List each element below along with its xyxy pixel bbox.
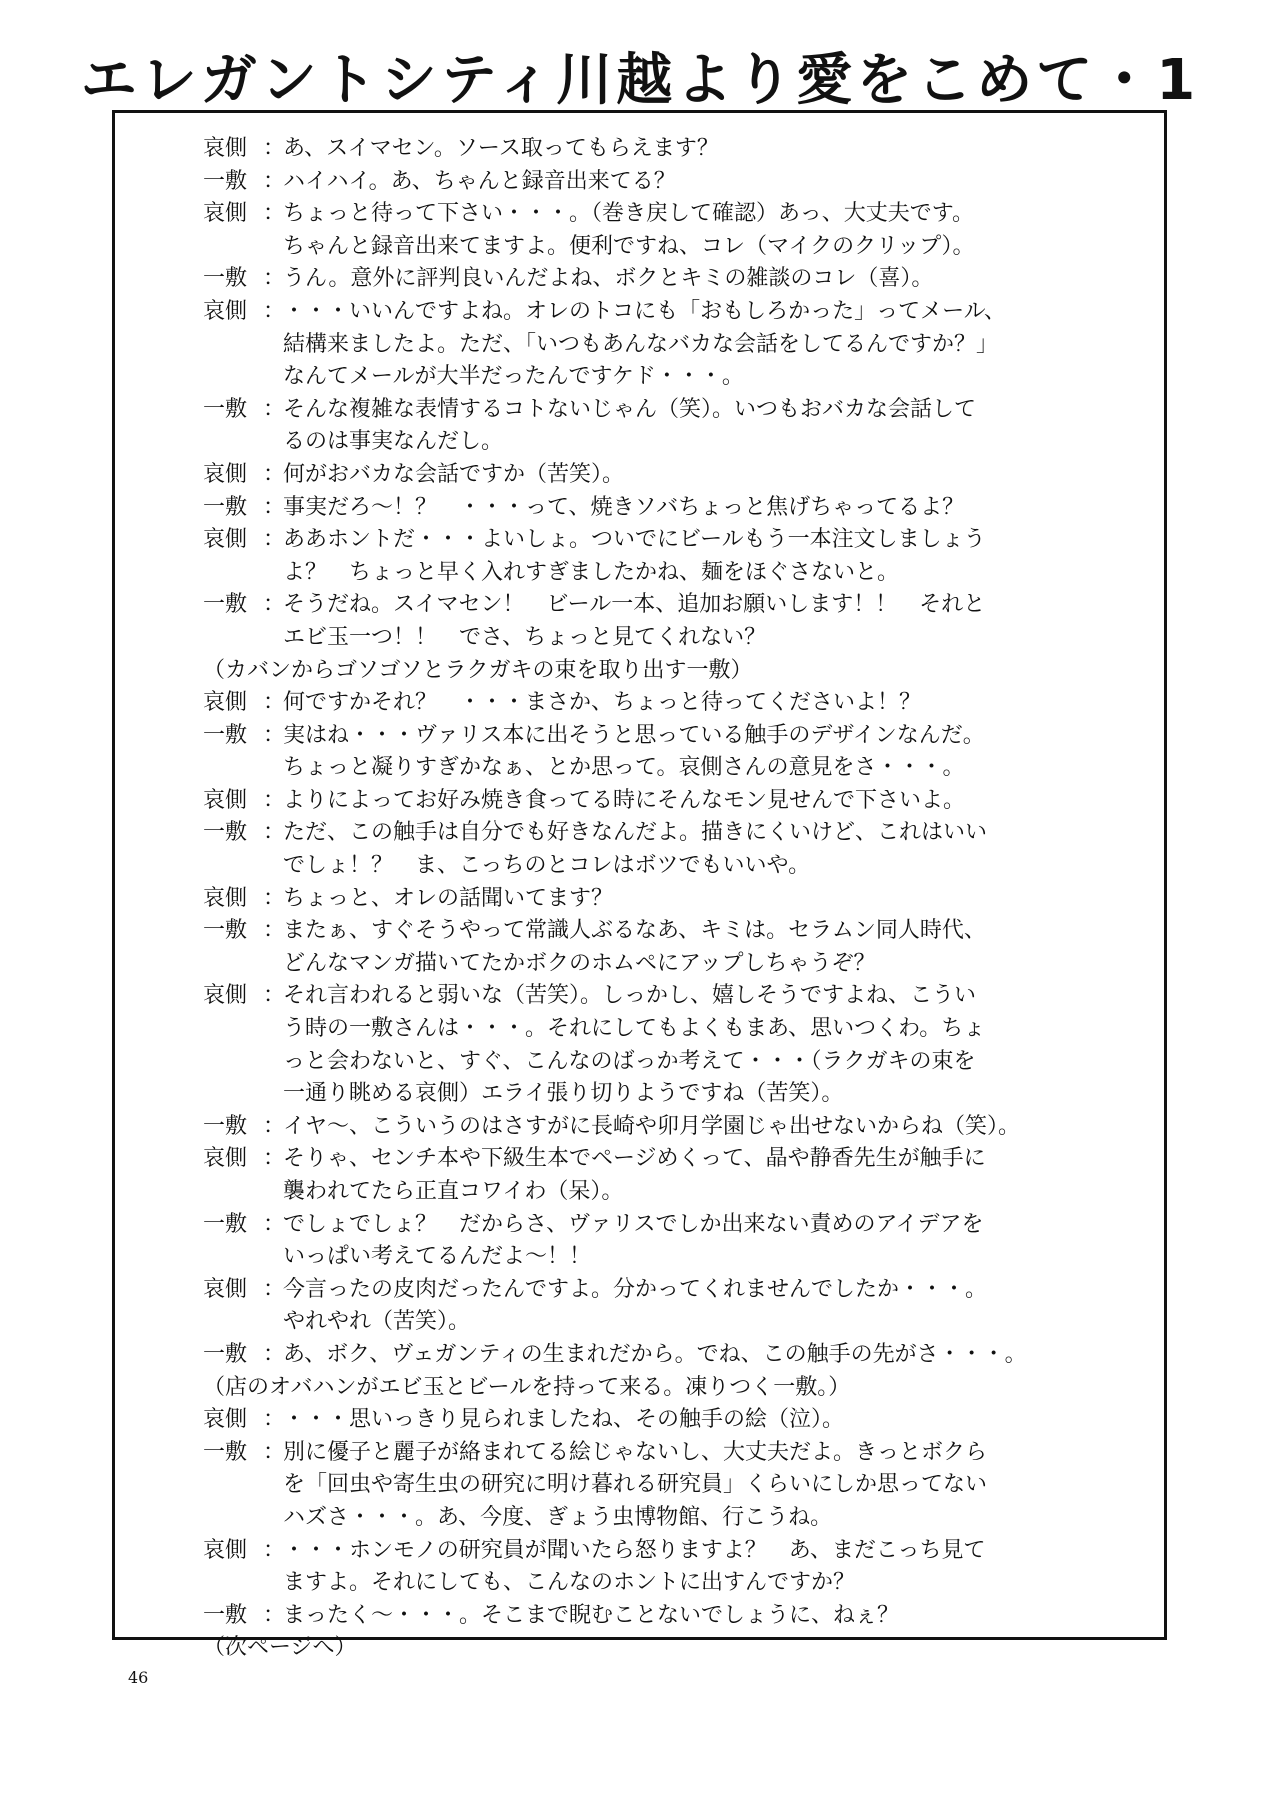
dialogue-line: [203, 1274, 1103, 1339]
speaker-separator: ：: [263, 1211, 286, 1237]
dialogue-text-line: そうだね。スイマセン！ ビール一本、追加お願いします！！ それと: [283, 592, 986, 618]
speaker-separator: ：: [263, 592, 286, 618]
dialogue-text-line: 事実だろ～！？ ・・・って、焼きソバちょっと焦げちゃってるよ？: [283, 494, 965, 520]
dialogue-text: [283, 589, 985, 654]
dialogue-text: [283, 720, 985, 785]
dialogue-text: [283, 296, 1006, 394]
dialogue-line: [203, 1404, 1103, 1437]
dialogue-line: [203, 883, 1103, 916]
speaker-name: 哀側: [203, 527, 248, 553]
speaker-separator: ：: [263, 1341, 286, 1367]
stage-direction: [203, 1632, 1103, 1665]
speaker-name: 一敷: [203, 266, 248, 292]
speaker-name: 一敷: [203, 1439, 248, 1465]
speaker-separator: ：: [263, 787, 286, 813]
speaker-name: 一敷: [203, 722, 248, 748]
dialogue-text-line: 一通り眺める哀側）エライ張り切りようですね（苦笑）。: [283, 1081, 844, 1107]
speaker-name: 哀側: [203, 885, 248, 911]
dialogue-line: [203, 980, 1103, 1110]
dialogue-list: [203, 133, 1103, 1665]
speaker-separator: ：: [263, 136, 286, 161]
dialogue-text: [283, 883, 613, 916]
speaker-name: 哀側: [203, 136, 248, 161]
speaker-name: 一敷: [203, 918, 248, 944]
dialogue-line: [203, 1209, 1103, 1274]
speaker-name: 一敷: [203, 1113, 248, 1139]
dialogue-text-line: まったく～・・・。そこまで睨むことないでしょうに、ねぇ？: [283, 1602, 900, 1628]
speaker-separator: ：: [263, 168, 286, 194]
dialogue-text-line: ・・・いいんですよね。オレのトコにも「おもしろかった」ってメール、: [283, 298, 1006, 324]
dialogue-text: [283, 915, 986, 980]
speaker-separator: ：: [263, 1146, 286, 1172]
stage-direction-text: （カバンからゴソゴソとラクガキの束を取り出す一敷）: [203, 657, 753, 683]
speaker-name: 一敷: [203, 396, 248, 422]
speaker-separator: ：: [263, 1602, 286, 1628]
dialogue-text-line: ますよ。それにしても、こんなのホントに出すんですか？: [283, 1570, 856, 1596]
dialogue-text: [283, 1111, 1020, 1144]
dialogue-line: [203, 1535, 1103, 1600]
dialogue-text: [283, 198, 974, 263]
speaker-separator: ：: [263, 527, 286, 553]
speaker-separator: ：: [263, 201, 286, 227]
speaker-name: 一敷: [203, 168, 248, 194]
dialogue-line: [203, 198, 1103, 263]
dialogue-text-line: ただ、この触手は自分でも好きなんだよ。描きにくいけど、これはいい: [283, 820, 988, 846]
speaker-name: 哀側: [203, 787, 248, 813]
dialogue-line: [203, 394, 1103, 459]
dialogue-text: [283, 1437, 987, 1535]
dialogue-text-line: どんなマンガ描いてたかボクのホムペにアップしちゃうぞ？: [283, 950, 876, 976]
speaker-name: 哀側: [203, 1146, 248, 1172]
dialogue-text-line: イヤ～、こういうのはさすがに長崎や卯月学園じゃ出せないからね（笑）。: [283, 1113, 1021, 1139]
speaker-separator: ：: [263, 1276, 286, 1302]
dialogue-text: [283, 166, 676, 199]
dialogue-text: [283, 394, 976, 459]
speaker-name: 一敷: [203, 1211, 248, 1237]
speaker-name: 哀側: [203, 983, 248, 1009]
dialogue-text: [283, 687, 921, 720]
dialogue-text: [283, 133, 719, 166]
dialogue-line: [203, 687, 1103, 720]
speaker-name: 一敷: [203, 592, 248, 618]
dialogue-text: [283, 1209, 983, 1274]
dialogue-text-line: でしょ！？ ま、こっちのとコレはボツでもいいや。: [283, 853, 811, 879]
page-number: 46: [128, 1668, 149, 1687]
dialogue-text-line: そりゃ、センチ本や下級生本でページめくって、晶や静香先生が触手に: [283, 1146, 986, 1172]
dialogue-text-line: よ？ ちょっと早く入れすぎましたかね、麺をほぐさないと。: [283, 559, 900, 585]
dialogue-text-line: ハイハイ。あ、ちゃんと録音出来てる？: [283, 168, 676, 194]
dialogue-text: [283, 817, 987, 882]
speaker-separator: ：: [263, 820, 286, 846]
dialogue-text-line: ちょっと、オレの話聞いてます？: [283, 885, 614, 911]
dialogue-text: [283, 1535, 985, 1600]
speaker-separator: ：: [263, 918, 286, 944]
speaker-separator: ：: [263, 983, 286, 1009]
dialogue-text-line: いっぱい考えてるんだよ～！！: [283, 1244, 592, 1270]
dialogue-text-line: それ言われると弱いな（苦笑）。しっかし、嬉しそうですよね、こうい: [283, 983, 977, 1009]
speaker-separator: ：: [263, 298, 286, 324]
dialogue-text-line: またぁ、すぐそうやって常識人ぶるなあ、キミは。セラムン同人時代、: [283, 918, 986, 944]
dialogue-text-line: ・・・思いっきり見られましたね、その触手の絵（泣）。: [283, 1407, 845, 1433]
speaker-name: 哀側: [203, 1276, 248, 1302]
dialogue-text: [283, 459, 624, 492]
dialogue-line: [203, 263, 1103, 296]
speaker-separator: ：: [263, 1113, 286, 1139]
dialogue-text-line: 襲われてたら正直コワイわ（呆）。: [283, 1179, 624, 1204]
dialogue-text: [283, 1404, 844, 1437]
dialogue-text-line: ちょっと凝りすぎかなぁ、とか思って。哀側さんの意見をさ・・・。: [283, 755, 965, 781]
dialogue-line: [203, 785, 1103, 818]
dialogue-text: [283, 524, 986, 589]
speaker-name: 一敷: [203, 1341, 248, 1367]
dialogue-text: [283, 785, 965, 818]
dialogue-line: [203, 166, 1103, 199]
dialogue-text: [283, 1274, 987, 1339]
speaker-name: 哀側: [203, 201, 248, 227]
speaker-separator: ：: [263, 690, 286, 716]
speaker-separator: ：: [263, 1407, 286, 1433]
stage-direction: [203, 1372, 1103, 1405]
speaker-name: 哀側: [203, 461, 248, 487]
dialogue-text-line: ちょっと待って下さい・・・。（巻き戻して確認）あっ、大丈夫です。: [283, 201, 975, 227]
dialogue-text-line: そんな複雑な表情するコトないじゃん（笑）。いつもおバカな会話して: [283, 396, 977, 422]
dialogue-text-line: 結構来ましたよ。ただ、「いつもあんなバカな会話をしてるんですか？」: [283, 331, 999, 357]
dialogue-text-line: よりによってお好み焼き食ってる時にそんなモン見せんで下さいよ。: [283, 787, 966, 813]
dialogue-line: [203, 296, 1103, 394]
dialogue-text-line: なんてメールが大半だったんですケド・・・。: [283, 364, 744, 390]
dialogue-text-line: っと会わないと、すぐ、こんなのばっか考えて・・・（ラクガキの束を: [283, 1048, 976, 1074]
speaker-separator: ：: [263, 494, 286, 520]
speaker-separator: ：: [263, 1439, 286, 1465]
dialogue-text-line: うん。意外に評判良いんだよね、ボクとキミの雑談のコレ（喜）。: [283, 266, 934, 292]
dialogue-text-line: 実はね・・・ヴァリス本に出そうと思っている触手のデザインなんだ。: [283, 722, 985, 748]
stage-direction-text: （店のオバハンがエビ玉とビールを持って来る。凍りつく一敷。）: [203, 1374, 851, 1400]
dialogue-text-line: 別に優子と麗子が絡まれてる絵じゃないし、大丈夫だよ。きっとボクら: [283, 1439, 988, 1465]
dialogue-line: [203, 524, 1103, 589]
text-frame: [112, 110, 1167, 1661]
dialogue-line: [203, 720, 1103, 785]
dialogue-text: [283, 263, 933, 296]
speaker-name: 一敷: [203, 1602, 248, 1628]
speaker-separator: ：: [263, 885, 286, 911]
dialogue-line: [203, 1600, 1103, 1633]
speaker-name: 哀側: [203, 1407, 248, 1433]
speaker-name: 一敷: [203, 820, 248, 846]
speaker-separator: ：: [263, 266, 286, 292]
stage-direction-text: （次ページへ）: [203, 1635, 357, 1661]
speaker-separator: ：: [263, 396, 286, 422]
dialogue-text-line: エビ玉一つ！！ でさ、ちょっと見てくれない？: [283, 624, 767, 650]
dialogue-text-line: 何がおバカな会話ですか（苦笑）。: [283, 461, 625, 487]
speaker-separator: ：: [263, 461, 286, 487]
dialogue-text: [283, 1600, 899, 1633]
dialogue-line: [203, 492, 1103, 525]
speaker-separator: ：: [263, 722, 286, 748]
dialogue-text-line: あ、スイマセン。ソース取ってもらえます？: [283, 136, 719, 161]
dialogue-text-line: ちゃんと録音出来てますよ。便利ですね、コレ（マイクのクリップ）。: [283, 233, 975, 259]
speaker-name: 哀側: [203, 298, 248, 324]
dialogue-line: [203, 915, 1103, 980]
dialogue-text: [283, 980, 985, 1110]
dialogue-line: [203, 1339, 1103, 1372]
dialogue-text-line: でしょでしょ？ だからさ、ヴァリスでしか出来ない責めのアイデアを: [283, 1211, 984, 1237]
dialogue-text-line: ハズさ・・・。あ、今度、ぎょう虫博物館、行こうね。: [283, 1504, 833, 1530]
dialogue-text-line: ああホントだ・・・よいしょ。ついでにビールもう一本注文しましょう: [283, 527, 986, 553]
dialogue-text-line: う時の一敷さんは・・・。それにしてもよくもまあ、思いつくわ。ちょ: [283, 1016, 986, 1042]
dialogue-line: [203, 459, 1103, 492]
dialogue-text-line: 今言ったの皮肉だったんですよ。分かってくれませんでしたか・・・。: [283, 1276, 988, 1302]
dialogue-text-line: 何ですかそれ？ ・・・まさか、ちょっと待ってくださいよ！？: [283, 690, 922, 716]
dialogue-line: [203, 1111, 1103, 1144]
speaker-name: 哀側: [203, 1537, 248, 1563]
speaker-name: 哀側: [203, 690, 248, 716]
dialogue-line: [203, 817, 1103, 882]
speaker-name: 一敷: [203, 494, 248, 520]
dialogue-text: [283, 1339, 1027, 1372]
dialogue-text-line: あ、ボク、ヴェガンティの生まれだから。でね、この触手の先がさ・・・。: [283, 1341, 1027, 1367]
speaker-separator: ：: [263, 1537, 286, 1563]
dialogue-line: [203, 1143, 1103, 1208]
dialogue-text-line: を「回虫や寄生虫の研究に明け暮れる研究員」くらいにしか思ってない: [283, 1472, 988, 1498]
stage-direction: [203, 655, 1103, 688]
dialogue-line: [203, 133, 1103, 166]
dialogue-text-line: やれやれ（苦笑）。: [283, 1309, 471, 1335]
dialogue-text: [283, 1143, 986, 1208]
dialogue-line: [203, 589, 1103, 654]
dialogue-text: [283, 492, 964, 525]
dialogue-text-line: るのは事実なんだし。: [283, 429, 504, 455]
page-title: エレガントシティ川越より愛をこめて・1: [80, 48, 1200, 113]
dialogue-line: [203, 1437, 1103, 1535]
dialogue-text-line: ・・・ホンモノの研究員が聞いたら怒りますよ？ あ、まだこっち見て: [283, 1537, 986, 1563]
